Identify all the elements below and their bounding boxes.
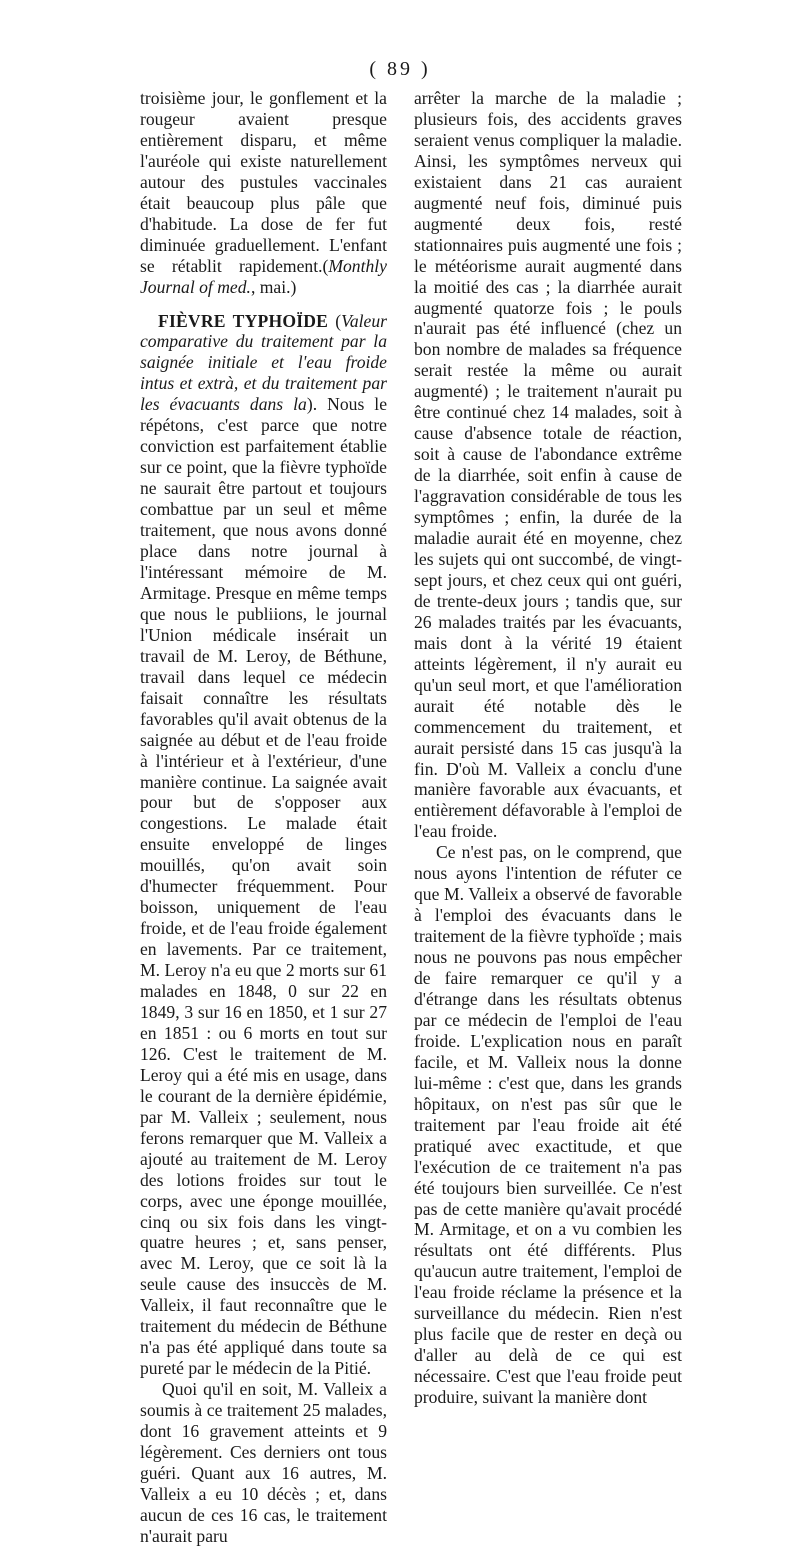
left-column (140, 88, 387, 1547)
citation-close: , mai.) (250, 276, 297, 297)
page-number: ( 89 ) (369, 58, 431, 80)
section-heading: FIÈVRE TYPHOÏDE (158, 310, 329, 331)
section-body: Nous le répétons, c'est parce que notre conviction est parfaitement établie sur ce point, que la fièvre typhoïde ne saurait être partout et toujours combattue par un seul et même traitement, que nous avons donné place dans notre journal à l'intéressant mémoire de M. Armitage. Presque en même temps que nous le publiions, le journal l'Union médicale insérait un travail de M. Leroy, de Béthune, travail dans lequel ce médecin faisait connaître les résultats favorables qu'il avait obtenus de la saignée au début et de l'eau froide à l'intérieur et à l'extérieur, d'une manière continue. La saignée avait pour but de s'opposer aux congestions. Le malade était ensuite enveloppé de linges mouillés, qu'on avait soin d'humecter fréquemment. Pour boisson, uniquement de l'eau froide, et de l'eau froide également en lavements. Par ce traitement, M. Leroy n'a eu que 2 morts sur 61 malades en 1848, 0 sur 22 en 1849, 3 sur 16 en 1850, et 1 sur 27 en 1851 : ou 6 morts en tout sur 126. C'est le traitement de M. Leroy qui a été mis en usage, dans le courant de la dernière épidémie, par M. Valleix ; seulement, nous ferons remarquer que M. Valleix a ajouté au traitement de M. Leroy des lotions froides sur tout le corps, avec une éponge mouillée, cinq ou six fois dans les vingt-quatre heures ; et, sans penser, avec M. Leroy, que ce soit là la seule cause des insuccès de M. Valleix, il faut reconnaître que le traitement du médecin de Béthune n'a pas été appliqué dans toute sa pureté par le médecin de la Pitié. (140, 394, 387, 1379)
right-paragraph-2: Ce n'est pas, on le comprend, que nous ayons l'intention de réfuter ce que M. Valleix a observé de favorable à l'emploi des évacuants dans le traitement de la fièvre typhoïde ; mais nous ne pouvons pas nous empêcher de faire remarquer ce qu'il y a d'étrange dans les résultats obtenus par ce médecin de l'emploi de l'eau froide. L'explication nous en paraît facile, et M. Valleix nous la donne lui-même : c'est que, dans les grands hôpitaux, on n'est pas sûr que le traitement par l'eau froide ait été pratiqué avec exactitude, et que l'exécution de ce traitement n'a pas été toujours bien surveillée. Ce n'est pas de cette manière qu'avait procédé M. Armitage, et on a vu combien les résultats ont été différents. Plus qu'aucun autre traitement, l'emploi de l'eau froide réclame la présence et la surveillance du médecin. Rien n'est plus facile que de rester en deçà ou d'aller au delà de ce qui est nécessaire. C'est que l'eau froide peut produire, suivant la manière dont (414, 842, 682, 1408)
citation-source: Monthly Journal of med. (140, 255, 387, 297)
section-subtitle: Valeur comparative du traitement par la saignée initiale et l'eau froide intus et extrà, et du traitement par les évacuants dans la (140, 310, 387, 415)
left-paragraph-2: Quoi qu'il en soit, M. Valleix a soumis à ce traitement 25 malades, dont 16 gravement atteints et 9 légèrement. Ces derniers ont tous guéri. Quant aux 16 autres, M. Valleix a eu 10 décès ; et, dans aucun de ces 16 cas, le traitement n'aurait paru (140, 1379, 387, 1546)
section-paragraph (140, 311, 387, 1380)
continuation-paragraph (140, 88, 387, 298)
section-subtitle-close: ). (306, 394, 328, 415)
citation-open: ( (322, 255, 329, 276)
continuation-text: troisième jour, le gonflement et la rougeur avaient presque entièrement disparu, et même l'auréole qui existe naturellement autour des pustules vaccinales était beaucoup plus pâle que d'habitude. La dose de fer fut diminuée graduellement. L'enfant se rétablit rapidement. (140, 88, 387, 276)
section-subtitle-open: ( (328, 310, 342, 331)
right-paragraph-1: arrêter la marche de la maladie ; plusieurs fois, des accidents graves seraient venus compliquer la maladie. Ainsi, les symptômes nerveux qui existaient dans 21 cas auraient augmenté neuf fois, diminué puis augmenté deux fois, resté stationnaires puis augmenté une fois ; le météorisme aurait augmenté dans la moitié des cas ; la diarrhée aurait augmenté quatorze fois ; le pouls n'aurait pas été influencé (chez un bon nombre de malades sa fréquence serait restée la même ou aurait augmenté) ; le traitement n'aurait pu être continué chez 14 malades, soit à cause d'absence totale de réaction, soit à cause de l'abondance extrême de la diarrhée, soit enfin à cause de l'aggravation considérable de tous les symptômes ; enfin, la durée de la maladie aurait été en moyenne, chez les sujets qui ont succombé, de vingt-sept jours, et chez ceux qui ont guéri, de trente-deux jours ; tandis que, sur 26 malades traités par les évacuants, mais dont à la vérité 19 étaient atteints légèrement, il n'y aurait eu qu'un seul mort, et que l'amélioration aurait été notable dès le commencement du traitement, et aurait persisté dans 15 cas jusqu'à la fin. D'où M. Valleix a conclu d'une manière favorable aux évacuants, et entièrement défavorable à l'emploi de l'eau froide. (414, 88, 682, 842)
right-column (414, 88, 682, 1408)
